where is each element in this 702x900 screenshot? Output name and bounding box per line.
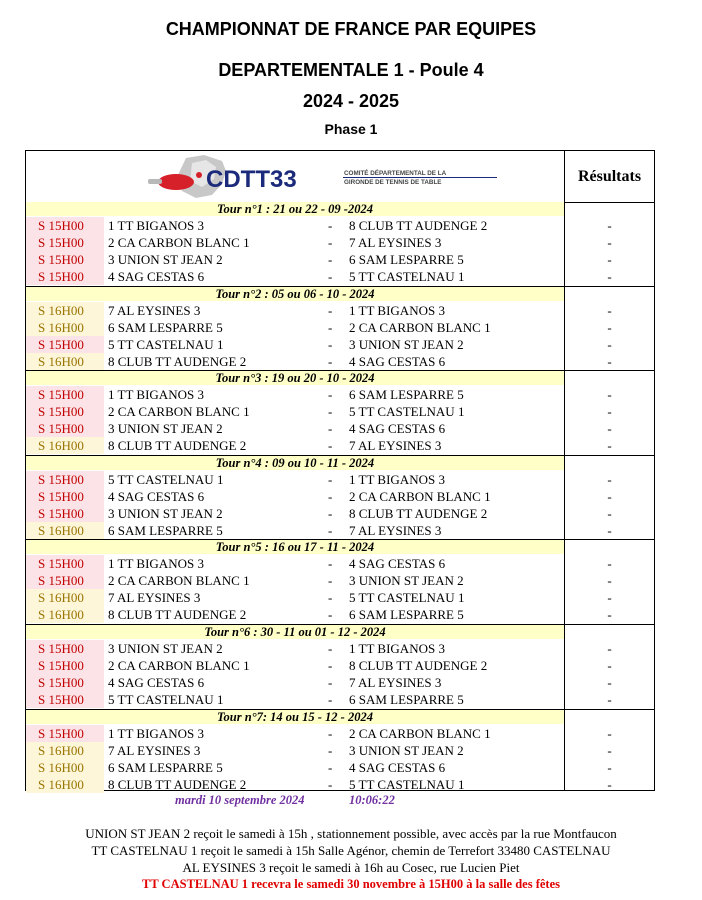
versus-dash: - (328, 387, 333, 403)
match-row (26, 471, 654, 488)
away-team: 3 UNION ST JEAN 2 (349, 336, 464, 352)
away-team: 4 SAG CESTAS 6 (349, 421, 446, 437)
match-result: - (607, 658, 612, 673)
away-team: 2 CA CARBON BLANC 1 (349, 319, 491, 335)
match-result: - (607, 404, 612, 420)
match-time: S 16H00 (26, 302, 104, 319)
away-team: 7 AL EYSINES 3 (349, 438, 442, 454)
match-time: S 15H00 (26, 674, 104, 691)
away-team: 2 CA CARBON BLANC 1 (349, 725, 491, 741)
home-team: 2 CA CARBON BLANC 1 (108, 658, 250, 673)
match-result: - (607, 319, 612, 335)
versus-dash: - (328, 573, 333, 589)
home-team: 7 AL EYSINES 3 (108, 590, 201, 606)
match-row (26, 302, 654, 319)
match-result: - (607, 218, 612, 233)
match-result: - (607, 675, 612, 690)
match-result: - (607, 725, 612, 741)
match-time: S 16H00 (26, 776, 104, 793)
home-team: 3 UNION ST JEAN 2 (108, 421, 223, 437)
match-time: S 15H00 (26, 471, 104, 488)
schedule-table (25, 150, 655, 791)
note-al-eysines: AL EYSINES 3 reçoit le samedi à 16h au Cosec, rue Lucien Piet (182, 860, 520, 875)
match-result: - (607, 759, 612, 775)
versus-dash: - (328, 269, 333, 284)
match-result: - (607, 488, 612, 504)
title-championship: CHAMPIONNAT DE FRANCE PAR EQUIPES (165, 19, 537, 39)
away-team: 7 AL EYSINES 3 (349, 522, 442, 538)
match-time: S 15H00 (26, 572, 104, 589)
home-team: 1 TT BIGANOS 3 (108, 218, 204, 233)
match-row (26, 776, 654, 793)
match-row (26, 725, 654, 742)
match-result: - (607, 607, 612, 623)
title-phase: Phase 1 (324, 121, 378, 137)
match-row (26, 403, 654, 420)
match-result: - (607, 522, 612, 538)
match-result: - (607, 776, 612, 792)
away-team: 8 CLUB TT AUDENGE 2 (349, 658, 488, 673)
home-team: 8 CLUB TT AUDENGE 2 (108, 353, 247, 369)
versus-dash: - (328, 590, 333, 606)
match-result: - (607, 252, 612, 267)
match-row (26, 268, 654, 285)
match-row (26, 589, 654, 606)
match-row (26, 217, 654, 234)
match-result: - (607, 421, 612, 437)
versus-dash: - (328, 692, 333, 707)
match-row (26, 555, 654, 572)
versus-dash: - (328, 505, 333, 521)
versus-dash: - (328, 641, 333, 656)
match-row (26, 572, 654, 589)
away-team: 7 AL EYSINES 3 (349, 235, 442, 250)
home-team: 3 UNION ST JEAN 2 (108, 641, 223, 656)
tour-header: Tour n°4 : 09 ou 10 - 11 - 2024 (26, 456, 564, 470)
match-row (26, 691, 654, 708)
match-time: S 16H00 (26, 742, 104, 759)
home-team: 6 SAM LESPARRE 5 (108, 522, 223, 538)
versus-dash: - (328, 438, 333, 454)
match-result: - (607, 742, 612, 758)
home-team: 3 UNION ST JEAN 2 (108, 252, 223, 267)
versus-dash: - (328, 607, 333, 623)
versus-dash: - (328, 252, 333, 267)
away-team: 3 UNION ST JEAN 2 (349, 742, 464, 758)
home-team: 8 CLUB TT AUDENGE 2 (108, 438, 247, 454)
home-team: 8 CLUB TT AUDENGE 2 (108, 607, 247, 623)
match-result: - (607, 438, 612, 454)
away-team: 4 SAG CESTAS 6 (349, 556, 446, 572)
tour-header: Tour n°3 : 19 ou 20 - 10 - 2024 (26, 371, 564, 385)
home-team: 4 SAG CESTAS 6 (108, 488, 205, 504)
match-result: - (607, 471, 612, 487)
match-result: - (607, 387, 612, 403)
logo-row (26, 151, 564, 203)
versus-dash: - (328, 658, 333, 673)
match-time: S 15H00 (26, 268, 104, 285)
match-row (26, 657, 654, 674)
tour-header: Tour n°1 : 21 ou 22 - 09 -2024 (26, 202, 564, 216)
cdtt33-logo (26, 151, 564, 202)
print-time: 10:06:22 (349, 793, 395, 807)
home-team: 6 SAM LESPARRE 5 (108, 759, 223, 775)
match-result: - (607, 235, 612, 250)
match-result: - (607, 505, 612, 521)
home-team: 6 SAM LESPARRE 5 (108, 319, 223, 335)
note-union-st-jean: UNION ST JEAN 2 reçoit le samedi à 15h , stationnement possible, avec accès par la rue Montfaucon (85, 826, 617, 841)
home-team: 5 TT CASTELNAU 1 (108, 336, 224, 352)
versus-dash: - (328, 319, 333, 335)
home-team: 4 SAG CESTAS 6 (108, 269, 205, 284)
versus-dash: - (328, 522, 333, 538)
match-row (26, 674, 654, 691)
versus-dash: - (328, 742, 333, 758)
match-time: S 15H00 (26, 488, 104, 505)
match-row (26, 437, 654, 454)
home-team: 5 TT CASTELNAU 1 (108, 692, 224, 707)
note-castelnau-special: TT CASTELNAU 1 recevra le samedi 30 novembre à 15H00 à la salle des fêtes (141, 877, 561, 891)
match-row (26, 336, 654, 353)
match-result: - (607, 590, 612, 606)
versus-dash: - (328, 725, 333, 741)
match-row (26, 606, 654, 623)
home-team: 7 AL EYSINES 3 (108, 742, 201, 758)
match-time: S 15H00 (26, 251, 104, 268)
match-result: - (607, 641, 612, 656)
away-team: 8 CLUB TT AUDENGE 2 (349, 505, 488, 521)
away-team: 1 TT BIGANOS 3 (349, 641, 445, 656)
tour-header: Tour n°2 : 05 ou 06 - 10 - 2024 (26, 287, 564, 301)
logo-subtitle-1: COMITÉ DÉPARTEMENTAL DE LA (344, 170, 447, 177)
tour-header: Tour n°6 : 30 - 11 ou 01 - 12 - 2024 (26, 625, 564, 639)
home-team: 2 CA CARBON BLANC 1 (108, 573, 250, 589)
tour-header: Tour n°7: 14 ou 15 - 12 - 2024 (26, 710, 564, 724)
versus-dash: - (328, 218, 333, 233)
match-row (26, 386, 654, 403)
home-team: 1 TT BIGANOS 3 (108, 387, 204, 403)
match-time: S 15H00 (26, 336, 104, 353)
match-row (26, 420, 654, 437)
away-team: 5 TT CASTELNAU 1 (349, 269, 465, 284)
match-time: S 15H00 (26, 386, 104, 403)
match-time: S 15H00 (26, 725, 104, 742)
tour-header: Tour n°5 : 16 ou 17 - 11 - 2024 (26, 540, 564, 554)
match-row (26, 319, 654, 336)
away-team: 6 SAM LESPARRE 5 (349, 607, 464, 623)
results-header: Résultats (565, 151, 654, 203)
logo-brand: CDTT33 (206, 166, 297, 193)
versus-dash: - (328, 759, 333, 775)
match-result: - (607, 336, 612, 352)
versus-dash: - (328, 404, 333, 420)
logo-subtitle-2: GIRONDE DE TENNIS DE TABLE (344, 179, 442, 186)
match-row (26, 251, 654, 268)
title-season: 2024 - 2025 (302, 91, 400, 111)
away-team: 6 SAM LESPARRE 5 (349, 387, 464, 403)
away-team: 2 CA CARBON BLANC 1 (349, 488, 491, 504)
match-time: S 15H00 (26, 403, 104, 420)
match-result: - (607, 269, 612, 284)
away-team: 5 TT CASTELNAU 1 (349, 404, 465, 420)
versus-dash: - (328, 302, 333, 318)
match-result: - (607, 573, 612, 589)
match-result: - (607, 353, 612, 369)
match-time: S 16H00 (26, 759, 104, 776)
home-team: 5 TT CASTELNAU 1 (108, 471, 224, 487)
match-time: S 15H00 (26, 234, 104, 251)
match-row (26, 742, 654, 759)
match-time: S 15H00 (26, 640, 104, 657)
away-team: 5 TT CASTELNAU 1 (349, 776, 465, 792)
match-time: S 16H00 (26, 606, 104, 623)
away-team: 3 UNION ST JEAN 2 (349, 573, 464, 589)
match-time: S 16H00 (26, 522, 104, 539)
versus-dash: - (328, 421, 333, 437)
match-time: S 15H00 (26, 505, 104, 522)
match-row (26, 234, 654, 251)
versus-dash: - (328, 776, 333, 792)
match-time: S 15H00 (26, 691, 104, 708)
match-time: S 16H00 (26, 353, 104, 370)
away-team: 6 SAM LESPARRE 5 (349, 252, 464, 267)
match-time: S 16H00 (26, 589, 104, 606)
away-team: 5 TT CASTELNAU 1 (349, 590, 465, 606)
match-time: S 16H00 (26, 319, 104, 336)
match-time: S 15H00 (26, 217, 104, 234)
note-tt-castelnau: TT CASTELNAU 1 reçoit le samedi à 15h Salle Agénor, chemin de Terrefort 33480 CASTELNAU (91, 843, 611, 858)
match-time: S 15H00 (26, 657, 104, 674)
match-result: - (607, 302, 612, 318)
home-team: 1 TT BIGANOS 3 (108, 556, 204, 572)
match-row (26, 488, 654, 505)
match-time: S 15H00 (26, 555, 104, 572)
away-team: 7 AL EYSINES 3 (349, 675, 442, 690)
versus-dash: - (328, 336, 333, 352)
match-row (26, 640, 654, 657)
match-row (26, 522, 654, 539)
versus-dash: - (328, 675, 333, 690)
match-row (26, 759, 654, 776)
print-date: mardi 10 septembre 2024 (175, 793, 305, 807)
home-team: 8 CLUB TT AUDENGE 2 (108, 776, 247, 792)
home-team: 3 UNION ST JEAN 2 (108, 505, 223, 521)
versus-dash: - (328, 488, 333, 504)
match-time: S 15H00 (26, 420, 104, 437)
match-result: - (607, 556, 612, 572)
away-team: 1 TT BIGANOS 3 (349, 471, 445, 487)
home-team: 7 AL EYSINES 3 (108, 302, 201, 318)
home-team: 2 CA CARBON BLANC 1 (108, 235, 250, 250)
away-team: 6 SAM LESPARRE 5 (349, 692, 464, 707)
versus-dash: - (328, 353, 333, 369)
away-team: 8 CLUB TT AUDENGE 2 (349, 218, 488, 233)
home-team: 4 SAG CESTAS 6 (108, 675, 205, 690)
title-division: DEPARTEMENTALE 1 - Poule 4 (218, 60, 484, 80)
match-time: S 16H00 (26, 437, 104, 454)
away-team: 4 SAG CESTAS 6 (349, 353, 446, 369)
away-team: 1 TT BIGANOS 3 (349, 302, 445, 318)
versus-dash: - (328, 235, 333, 250)
versus-dash: - (328, 556, 333, 572)
home-team: 1 TT BIGANOS 3 (108, 725, 204, 741)
match-result: - (607, 692, 612, 707)
home-team: 2 CA CARBON BLANC 1 (108, 404, 250, 420)
away-team: 4 SAG CESTAS 6 (349, 759, 446, 775)
match-row (26, 505, 654, 522)
match-row (26, 353, 654, 370)
versus-dash: - (328, 471, 333, 487)
